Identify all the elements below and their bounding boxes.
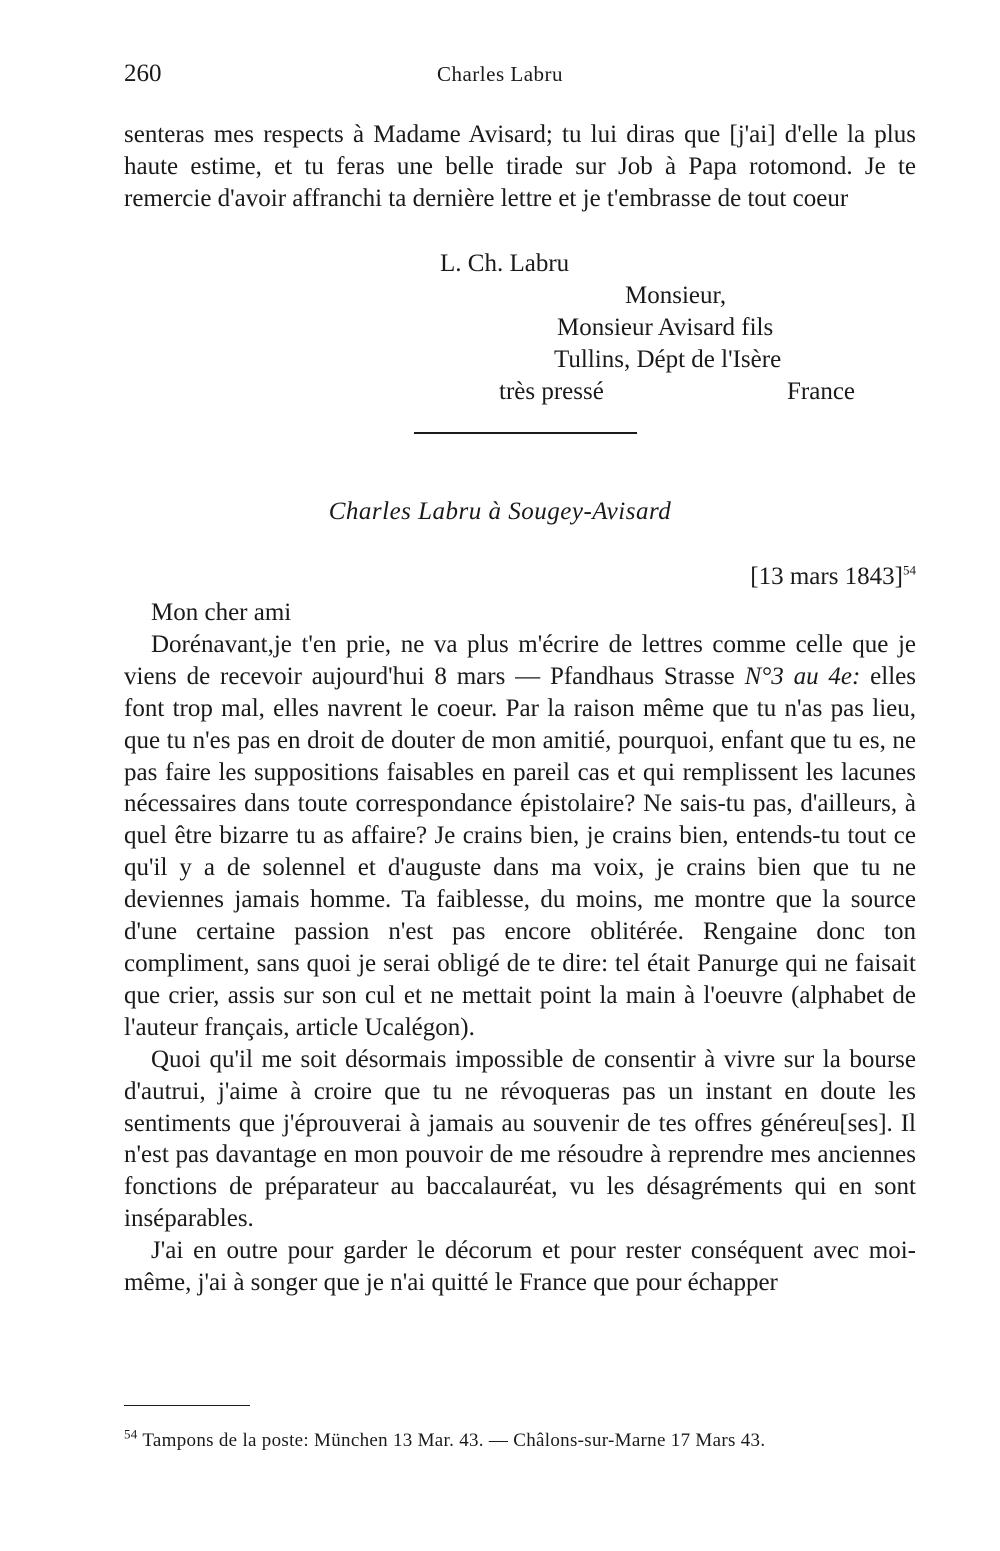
- previous-letter-closing: [124, 119, 916, 215]
- footnote-ref: 54: [903, 562, 916, 578]
- address-italic: N°3 au 4e:: [744, 662, 861, 690]
- footnote-text: Tampons de la poste: München 13 Mar. 43. — Châlons-sur-Marne 17 Mars 43.: [142, 1430, 766, 1451]
- footnote-number: 54: [124, 1426, 138, 1442]
- paragraph-2: Quoi qu'il me soit désormais impossible de consentir à vivre sur la bourse d'autrui, j'aime à croire que tu ne révoqueras pas un instant en doute les sentiments que j'éprouverai à jamais au souvenir de tes offres généreu[ses]. Il n'est pas davantage en mon pouvoir de me résoudre à reprendre mes anciennes fonctions de préparateur au baccalauréat, vu les désagréments qui en sont inséparables.: [124, 1045, 916, 1233]
- paragraph-1-part-1: Dorénavant,je t'en prie, ne va plus m'écrire de lettres comme celle que je viens de recevoir aujourd'hui 8 mars — Pfandhaus Strasse: [124, 630, 916, 690]
- section-divider: [414, 432, 637, 434]
- address-line-2: Monsieur Avisard fils: [557, 314, 774, 341]
- closing-paragraph: senteras mes respects à Madame Avisard; tu lui diras que [j'ai] d'elle la plus haute estime, et tu feras une belle tirade sur Job à Papa rotomond. Je te remercie d'avoir affranchi ta dernière lettre et je t'embrasse de tout coeur: [124, 121, 916, 212]
- footnote: [124, 1426, 766, 1452]
- address-line-1: Monsieur,: [625, 282, 727, 309]
- paragraph-3: J'ai en outre pour garder le décorum et pour rester conséquent avec moi-même, j'ai à songer que je n'ai quitté le France que pour échapper: [124, 1237, 916, 1297]
- date-text: [13 mars 1843]: [750, 563, 903, 590]
- address-country: France: [787, 378, 856, 405]
- footnote-rule: [124, 1405, 250, 1406]
- salutation: Mon cher ami: [151, 599, 292, 626]
- signature: L. Ch. Labru: [440, 250, 570, 277]
- address-urgency: très pressé: [499, 378, 604, 405]
- running-head: Charles Labru: [436, 62, 564, 86]
- letter-body: [124, 597, 916, 1299]
- letter-heading: Charles Labru à Sougey-Avisard: [328, 498, 672, 525]
- page-number: 260: [124, 60, 162, 87]
- address-line-3: Tullins, Dépt de l'Isère: [554, 346, 782, 373]
- paragraph-1: [124, 629, 916, 1044]
- letter-date: [750, 563, 916, 591]
- paragraph-1-part-2: elles font trop mal, elles navrent le coeur. Par la raison même que tu n'as pas lieu, que tu n'es pas en droit de douter de mon amitié, pourquoi, enfant que tu es, ne pas faire les suppositions faisables en pareil cas et qui remplissent les lacunes nécessaires dans toute correspondance épistolaire? Ne sais-tu pas, d'ailleurs, à quel être bizarre tu as affaire? Je crains bien, je crains bien, entends-tu tout ce qu'il y a de solennel et d'auguste dans ma voix, je crains bien que tu ne deviennes jamais homme. Ta faiblesse, du moins, me montre que la source d'une certaine passion n'est pas encore oblitérée. Rengaine donc ton compliment, sans quoi je serai obligé de te dire: tel était Panurge qui ne faisait que crier, assis sur son cul et ne mettait point la main à l'oeuvre (alphabet de l'auteur français, article Ucalégon).: [124, 662, 916, 1041]
